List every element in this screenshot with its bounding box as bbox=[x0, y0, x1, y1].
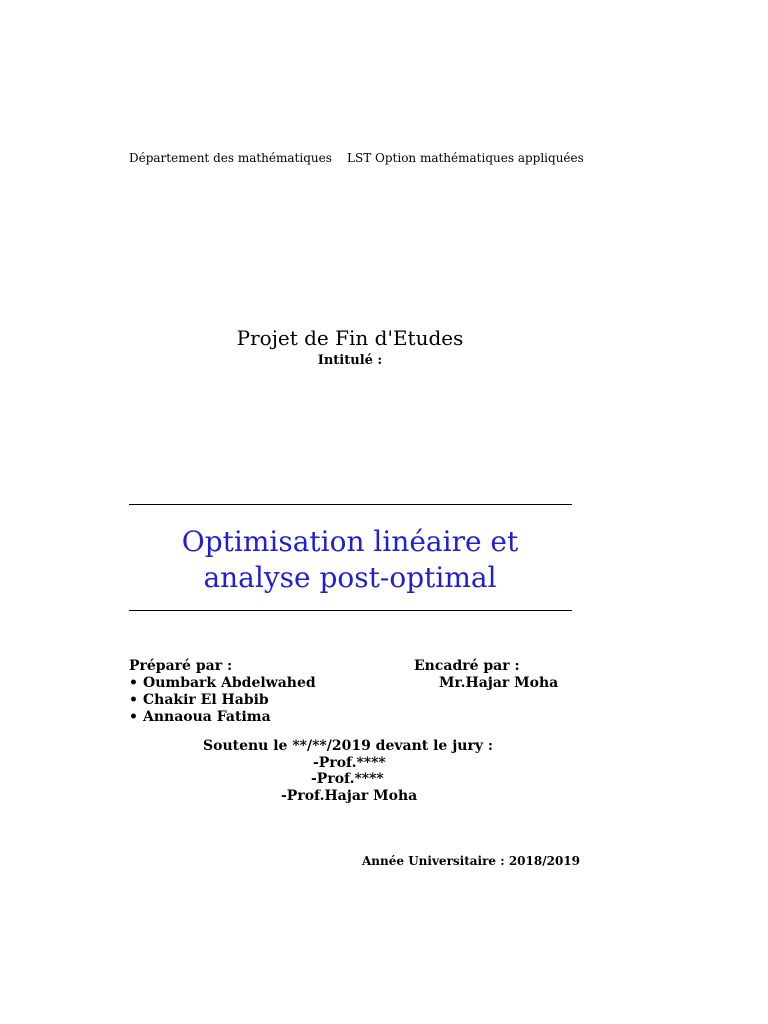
defense-line: Soutenu le **/**/2019 devant le jury : bbox=[203, 738, 494, 754]
department-label: Département des mathématiques bbox=[129, 151, 332, 165]
student-item bbox=[129, 709, 271, 725]
academic-year: Année Universitaire : 2018/2019 bbox=[362, 854, 580, 868]
bullet: • bbox=[129, 692, 138, 708]
student-item bbox=[129, 675, 316, 691]
student-name: Annaoua Fatima bbox=[143, 709, 271, 725]
student-name: Chakir El Habib bbox=[143, 692, 269, 708]
jury-member: -Prof.**** bbox=[313, 755, 386, 771]
project-heading: Projet de Fin d'Etudes bbox=[236, 326, 464, 350]
title-line-2: analyse post-optimal bbox=[203, 561, 497, 594]
intitule-label: Intitulé : bbox=[317, 353, 383, 368]
jury-member: -Prof.Hajar Moha bbox=[281, 788, 418, 804]
bullet: • bbox=[129, 709, 138, 725]
prepared-by-label: Préparé par : bbox=[129, 658, 233, 674]
top-rule bbox=[129, 504, 572, 505]
supervisor-name: Mr.Hajar Moha bbox=[439, 675, 559, 691]
supervised-by-label: Encadré par : bbox=[414, 658, 520, 674]
student-name: Oumbark Abdelwahed bbox=[143, 675, 316, 691]
title-line-1: Optimisation linéaire et bbox=[181, 525, 519, 558]
jury-member: -Prof.**** bbox=[311, 771, 384, 787]
bullet: • bbox=[129, 675, 138, 691]
bottom-rule bbox=[129, 610, 572, 611]
student-item bbox=[129, 692, 269, 708]
program-label: LST Option mathématiques appliquées bbox=[347, 151, 584, 165]
